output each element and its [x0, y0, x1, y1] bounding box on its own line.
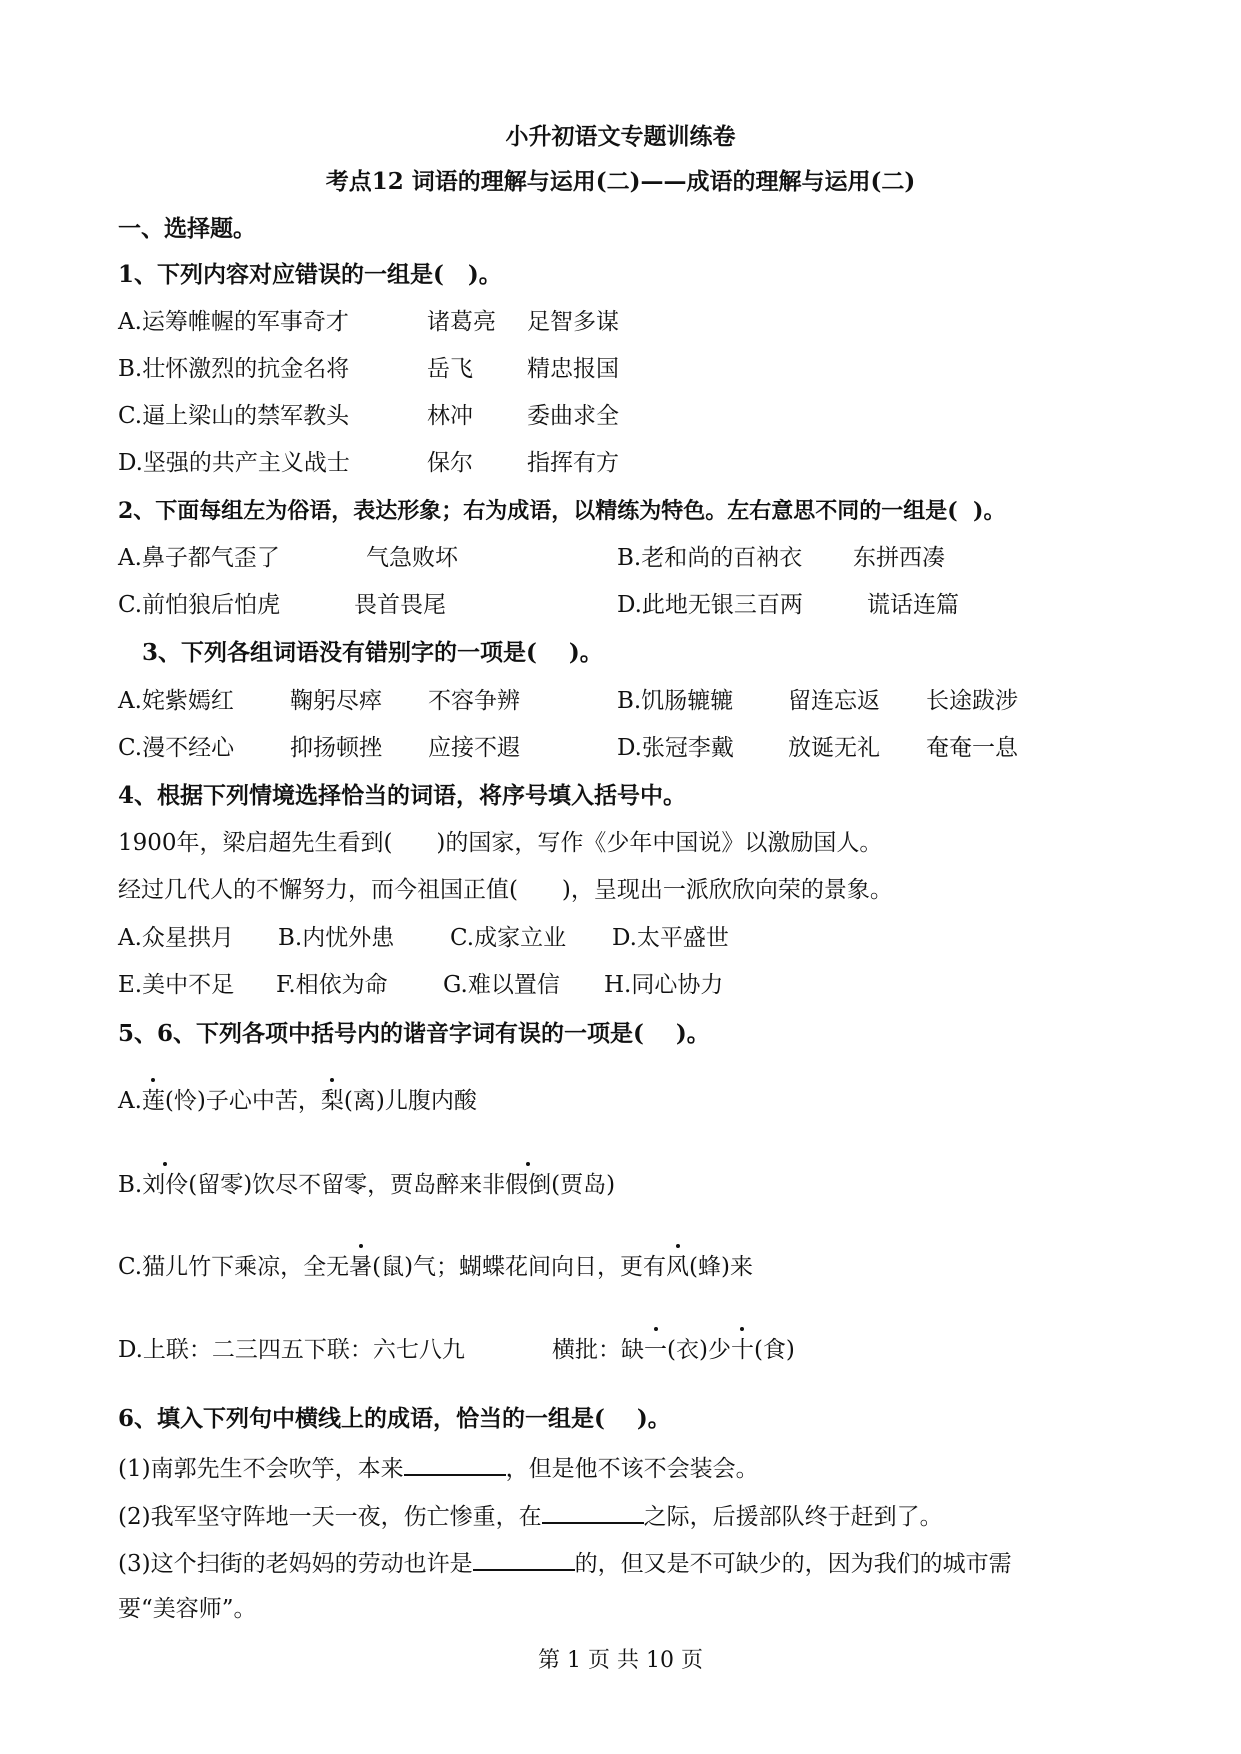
q5-option-c-dotted-2: 风: [666, 1254, 690, 1280]
q5-option-d-couplets: D.上联：二三四五下联：六七八九: [118, 1337, 465, 1363]
q5-option-a-dotted-2: 梨: [320, 1088, 344, 1114]
question-3-stem: 3、下列各组词语没有错别字的一项是( )。: [142, 639, 603, 666]
q6-sentence-2-start: (2)我军坚守阵地一天一夜，伤亡惨重，在: [118, 1504, 542, 1530]
q3-option-c-3: 应接不遐: [428, 735, 520, 761]
q4-sentence-1: 1900年，梁启超先生看到( )的国家，写作《少年中国说》以激励国人。: [118, 830, 883, 856]
q5-option-c-text-1: C.猫儿竹下乘凉，全无: [118, 1254, 350, 1280]
q2-option-b: B.老和尚的百衲衣: [617, 545, 803, 571]
question-2-stem: 2、下面每组左为俗语，表达形象；右为成语，以精练为特色。左右意思不同的一组是( )。: [118, 498, 1006, 524]
q4-option-f: F.相依为命: [276, 972, 388, 998]
page-subtitle: 考点12 词语的理解与运用(二)——成语的理解与运用(二): [325, 168, 916, 195]
q5-option-c-text-3: (蜂)来: [689, 1254, 753, 1280]
q5-option-c: [118, 1252, 753, 1282]
q5-option-a-text-1: (怜)子心中苦，: [164, 1088, 321, 1114]
q4-option-e: E.美中不足: [118, 972, 235, 998]
q5-option-a-text-2: (离)儿腹内酸: [343, 1088, 477, 1114]
page-footer: 第 1 页 共 10 页: [538, 1648, 703, 1673]
q5-option-c-text-2: (鼠)气；蝴蝶花间向日，更有: [372, 1254, 667, 1280]
q3-option-a-2: 鞠躬尽瘁: [290, 688, 382, 714]
q5-option-b-letter: B.: [118, 1172, 143, 1198]
q4-option-b: B.内忧外患: [278, 925, 395, 951]
q1-option-d-person: 保尔: [427, 450, 473, 476]
q6-sentence-1: [118, 1452, 759, 1484]
q6-sentence-1-end: ，但是他不该不会装会。: [505, 1456, 759, 1482]
q4-option-d: D.太平盛世: [612, 925, 729, 951]
q5-option-a: [118, 1086, 477, 1116]
q5-option-b-text-2: (贾岛): [551, 1172, 616, 1198]
q3-option-b-2: 留连忘返: [788, 688, 880, 714]
q1-option-b-idiom: 精忠报国: [527, 356, 619, 382]
q3-option-a-1: A.姹紫嫣红: [118, 688, 234, 714]
q5-option-d-text-1: (衣)少: [667, 1337, 731, 1363]
q2-option-d-idiom: 谎话连篇: [867, 592, 959, 618]
q5-option-c-dotted-1: 暑: [349, 1254, 373, 1280]
q5-option-b-dotted-1: 刘伶: [142, 1172, 189, 1198]
q6-sentence-3: [118, 1547, 1012, 1579]
answer-blank-2[interactable]: [542, 1500, 644, 1524]
q3-option-b-3: 长途跋涉: [926, 688, 1018, 714]
q5-option-d-dotted-1: 一: [644, 1337, 667, 1363]
q1-option-c-person: 林冲: [427, 403, 473, 429]
question-5-stem: 5、6、下列各项中括号内的谐音字词有误的一项是( )。: [118, 1020, 710, 1047]
q5-option-d: [118, 1335, 465, 1365]
q5-option-b-text-1: (留零)饮尽不留零，贾岛醉来非: [188, 1172, 506, 1198]
q3-option-b-1: B.饥肠辘辘: [617, 688, 734, 714]
q5-option-d-banner: [552, 1335, 795, 1365]
page-title: 小升初语文专题训练卷: [505, 123, 736, 150]
q2-option-d: D.此地无银三百两: [617, 592, 803, 618]
q2-option-a: A.鼻子都气歪了: [118, 545, 280, 571]
q1-option-a: A.运筹帷幄的军事奇才: [118, 309, 349, 335]
q4-option-h: H.同心协力: [604, 972, 724, 998]
q1-option-c: C.逼上梁山的禁军教头: [118, 403, 350, 429]
q1-option-d-idiom: 指挥有方: [527, 450, 619, 476]
q2-option-a-idiom: 气急败坏: [366, 545, 458, 571]
q1-option-a-idiom: 足智多谋: [527, 309, 619, 335]
q5-option-a-dotted-1: 莲: [141, 1088, 165, 1114]
answer-blank-3[interactable]: [473, 1547, 575, 1571]
q6-sentence-3-mid: 的，但又是不可缺少的，因为我们的城市需: [574, 1551, 1012, 1577]
answer-blank-1[interactable]: [404, 1452, 506, 1476]
q5-option-d-banner-label: 横批：缺: [552, 1337, 644, 1363]
q1-option-d: D.坚强的共产主义战士: [118, 450, 350, 476]
q6-sentence-2-end: 之际，后援部队终于赶到了。: [643, 1504, 943, 1530]
q4-sentence-2: 经过几代人的不懈努力，而今祖国正值( )，呈现出一派欣欣向荣的景象。: [118, 877, 893, 903]
q5-option-a-letter: A.: [118, 1088, 142, 1114]
q5-option-b: [118, 1170, 615, 1200]
q1-option-b: B.壮怀激烈的抗金名将: [118, 356, 350, 382]
q3-option-d-2: 放诞无礼: [788, 735, 880, 761]
q5-option-d-dotted-2: 十: [730, 1337, 754, 1363]
question-1-stem: 1、下列内容对应错误的一组是( )。: [118, 261, 502, 288]
q6-sentence-3-start: (3)这个扫街的老妈妈的劳动也许是: [118, 1551, 473, 1577]
q2-option-c: C.前怕狼后怕虎: [118, 592, 281, 618]
q1-option-a-person: 诸葛亮: [427, 309, 496, 335]
q1-option-b-person: 岳飞: [427, 356, 473, 382]
section-heading: 一、选择题。: [118, 215, 256, 242]
q1-option-c-idiom: 委曲求全: [527, 403, 619, 429]
q2-option-b-idiom: 东拼西凑: [853, 545, 945, 571]
q5-option-b-dotted-2: 假倒: [505, 1172, 552, 1198]
q3-option-d-3: 奄奄一息: [926, 735, 1018, 761]
question-6-stem: 6、填入下列句中横线上的成语，恰当的一组是( )。: [118, 1405, 671, 1432]
q3-option-d-1: D.张冠李戴: [617, 735, 734, 761]
q3-option-c-1: C.漫不经心: [118, 735, 235, 761]
q3-option-c-2: 抑扬顿挫: [290, 735, 382, 761]
q4-option-a: A.众星拱月: [118, 925, 234, 951]
q6-sentence-2: [118, 1500, 943, 1532]
q2-option-c-idiom: 畏首畏尾: [354, 592, 446, 618]
question-4-stem: 4、根据下列情境选择恰当的词语，将序号填入括号中。: [118, 782, 687, 809]
q6-sentence-1-start: (1)南郭先生不会吹竽，本来: [118, 1456, 404, 1482]
q4-option-c: C.成家立业: [450, 925, 567, 951]
q3-option-a-3: 不容争辨: [428, 688, 520, 714]
q6-sentence-3-continued: 要“美容师”。: [118, 1596, 257, 1622]
q5-option-d-text-2: (食): [753, 1337, 795, 1363]
q4-option-g: G.难以置信: [443, 972, 560, 998]
